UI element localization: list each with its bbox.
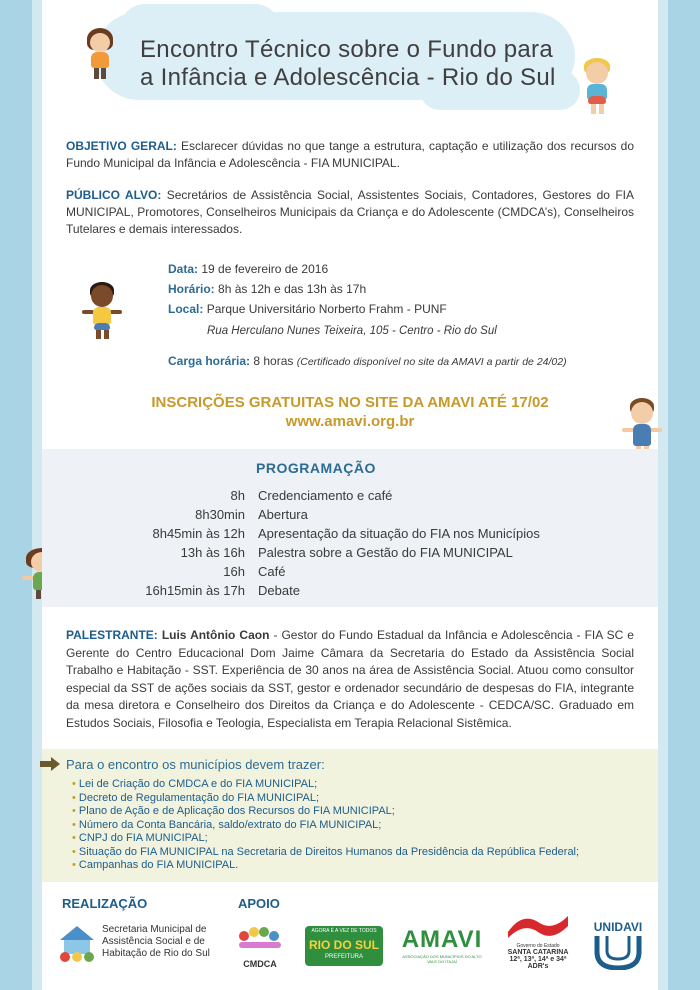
kid-waving-illustration-icon (82, 282, 122, 340)
event-place (168, 299, 447, 319)
cmdca-label: CMDCA (243, 959, 277, 969)
boy-illustration-icon (580, 58, 614, 116)
place-label: Local: (168, 302, 204, 316)
bring-item (72, 832, 208, 845)
house-family-logo-icon (56, 924, 98, 964)
bring-item (72, 792, 319, 805)
bullet-icon: • (72, 859, 79, 871)
objective-label: OBJETIVO GERAL: (66, 139, 177, 153)
rio-do-sul-name: RIO DO SUL (308, 938, 379, 952)
bring-item-text: Plano de Ação e de Aplicação dos Recursos do FIA MUNICIPAL; (78, 805, 395, 817)
amavi-logo (400, 926, 484, 966)
program-desc: Debate (258, 583, 300, 598)
realization-label: REALIZAÇÃO (62, 896, 148, 911)
sc-gov: Governo do Estado (516, 943, 560, 949)
sc-name: SANTA CATARINA (507, 949, 569, 956)
title-line-1: Encontro Técnico sobre o Fundo para (140, 36, 553, 63)
girl-illustration-icon (84, 28, 116, 80)
right-stripe (658, 0, 668, 990)
event-hours (168, 351, 567, 372)
unidavi-emblem-icon (589, 934, 647, 970)
bring-item-text: Campanhas do FIA MUNICIPAL. (78, 859, 239, 871)
registration-banner: INSCRIÇÕES GRATUITAS NO SITE DA AMAVI ATÉ 17/02 (151, 394, 549, 411)
speaker-label: PALESTRANTE: (66, 628, 158, 642)
bring-item-text: Lei de Criação do CMDCA e do FIA MUNICIPAL; (78, 778, 318, 790)
time-value: 8h às 12h e das 13h às 17h (218, 282, 367, 296)
rio-do-sul-sub: PREFEITURA (324, 954, 363, 960)
unidavi-logo (589, 920, 647, 972)
bring-item (72, 778, 317, 791)
bring-item-text: Situação do FIA MUNICIPAL na Secretaria de Direitos Humanos da Presidência da República Federal; (78, 845, 580, 858)
cmdca-logo (234, 922, 286, 969)
hours-label: Carga horária: (168, 354, 251, 368)
sc-adr-label: ADR's (527, 963, 549, 970)
realization-org: Secretaria Municipal de Assistência Social e de Habitação de Rio do Sul (102, 924, 210, 959)
bring-item (72, 819, 381, 832)
audience-text: Secretários de Assistência Social, Assistentes Sociais, Contadores, Gestores do FIA MUNICIPAL, Promotores, Conselheiros Municipais da Criança e do Adolescente (CMDCA’s), Conselheiros Tutelares e demais interessados. (66, 188, 634, 236)
program-desc: Palestra sobre a Gestão do FIA MUNICIPAL (258, 545, 513, 560)
time-label: Horário: (168, 282, 215, 296)
speaker-name: Luis Antônio Caon (161, 628, 270, 642)
program-desc: Café (258, 564, 286, 579)
amavi-sub: ASSOCIAÇÃO DOS MUNICÍPIOS DO ALTO VALE DO ITAJAÍ (402, 954, 482, 964)
speaker-section (66, 627, 634, 732)
bring-item-text: Número da Conta Bancária, saldo/extrato do FIA MUNICIPAL; (78, 818, 382, 831)
sc-flag-icon (502, 912, 574, 938)
event-time (168, 279, 366, 299)
audience-label: PÚBLICO ALVO: (66, 188, 162, 202)
program-time: 8h30min (195, 507, 245, 522)
unidavi-name: UNIDAVI (593, 920, 643, 934)
objective-text: Esclarecer dúvidas no que tange a estrutura, captação e utilização dos recursos do Fundo Municipal da Infância e Adolescência - FIA MUNICIPAL. (66, 139, 634, 170)
speaker-bio: - Gestor do Fundo Estadual da Infância e Adolescência - FIA SC e Gerente do Centro Educacional Dom Jaime Câmara da Secretaria do Estado da Assistência Social Trabalho e Habitação - SST. Experiência de 30 anos na área de Assistência Social. Atuou como consultor especial da SST de ações sociais da SST, gestor e ordenador secundário de despesas do FIA, integrante da mesa diretora e Conselheiro dos Direitos da Criança e do Adolescente - CEDCA/SC. Graduado em Estudos Sociais, Filosofia e Teologia, Especialista em Terapia Relacional Sistêmica. (66, 628, 634, 730)
program-desc: Abertura (258, 507, 308, 522)
bullet-icon: • (72, 845, 79, 858)
audience-section (66, 187, 634, 238)
rio-do-sul-slogan: AGORA É A VEZ DE TODOS (311, 928, 377, 934)
arrow-right-icon (40, 757, 60, 771)
date-label: Data: (168, 262, 199, 276)
program-desc: Credenciamento e café (258, 488, 393, 503)
hours-note: (Certificado disponível no site da AMAVI a partir de 24/02) (296, 356, 567, 368)
page-title (140, 36, 580, 92)
bring-item-text: Decreto de Regulamentação do FIA MUNICIPAL; (78, 791, 319, 804)
rio-do-sul-logo (305, 926, 383, 966)
program-title: PROGRAMAÇÃO (256, 460, 376, 476)
registration-url[interactable]: www.amavi.org.br (285, 413, 415, 430)
amavi-name: AMAVI (401, 926, 483, 953)
event-date (168, 259, 328, 279)
cmdca-people-icon (234, 922, 286, 954)
event-address: Rua Herculano Nunes Teixeira, 105 - Centro - Rio do Sul (207, 325, 497, 337)
place-value: Parque Universitário Norberto Frahm - PUNF (206, 302, 447, 316)
bullet-icon: • (72, 818, 79, 831)
bring-item (72, 846, 579, 859)
bring-item (72, 859, 238, 872)
support-label: APOIO (238, 896, 280, 911)
title-line-2: a Infância e Adolescência - Rio do Sul (140, 64, 556, 91)
program-time: 8h (230, 488, 245, 503)
sc-adr: 12ª, 13ª, 14ª e 34ª (509, 956, 567, 963)
date-value: 19 de fevereiro de 2016 (201, 262, 329, 276)
hours-value: 8 horas (253, 354, 294, 368)
left-border (0, 0, 32, 990)
bullet-icon: • (72, 805, 79, 817)
left-stripe (32, 0, 42, 990)
bring-title: Para o encontro os municípios devem trazer: (66, 757, 325, 772)
objective-section (66, 138, 634, 172)
program-time: 16h (223, 564, 245, 579)
right-border (668, 0, 700, 990)
bullet-icon: • (72, 832, 79, 844)
program-time: 16h15min às 17h (145, 583, 245, 598)
program-time: 13h às 16h (180, 545, 245, 560)
santa-catarina-logo (502, 912, 574, 974)
bullet-icon: • (72, 778, 79, 790)
bullet-icon: • (72, 791, 79, 804)
bring-item-text: CNPJ do FIA MUNICIPAL; (78, 832, 208, 844)
bring-item (72, 805, 395, 818)
program-desc: Apresentação da situação do FIA nos Municípios (258, 526, 540, 541)
program-time: 8h45min às 12h (152, 526, 245, 541)
